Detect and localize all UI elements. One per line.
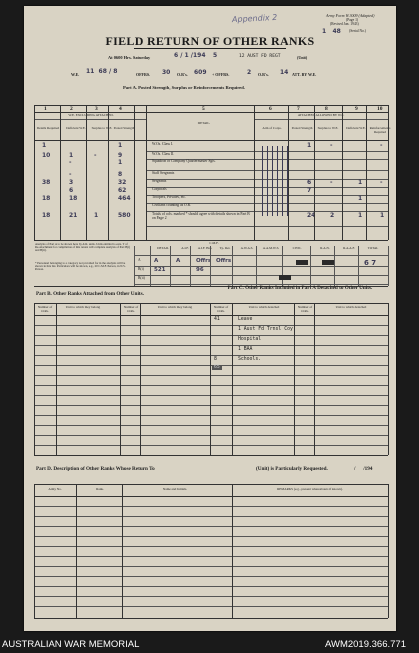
row-value: 62 bbox=[118, 187, 127, 194]
tally-mark bbox=[282, 146, 283, 216]
row-value: 1 bbox=[358, 179, 363, 186]
row-value: 1 bbox=[358, 212, 363, 219]
row-value: 464 bbox=[118, 195, 131, 202]
part-d-header: Army No. bbox=[48, 487, 62, 491]
grid-rule bbox=[34, 606, 388, 607]
grid-line bbox=[34, 496, 388, 497]
redaction-mark-3 bbox=[279, 275, 291, 280]
grid-line bbox=[86, 105, 87, 240]
grid-rule bbox=[34, 445, 388, 446]
analysis-grid bbox=[232, 246, 233, 286]
right-header: Deficient W.E. bbox=[346, 126, 366, 130]
row-value: 21 bbox=[69, 212, 78, 219]
appendix-annotation: Appendix 2 bbox=[231, 12, 278, 25]
row-value: 1 bbox=[42, 142, 47, 149]
part-a-title: Part A. Posted Strength, Surplus or Reinforcements Required. bbox=[123, 85, 245, 90]
part-d-title: Part D. Description of Other Ranks Whose Return To bbox=[36, 466, 155, 472]
unit-name: 12 AUST FD REGT bbox=[239, 54, 281, 59]
row-detail: Totals of cols. marked * should agree with details shown in Part B on Page 2 bbox=[152, 212, 250, 220]
analysis-header: TOTAL bbox=[367, 246, 379, 250]
row-detail: Corporals bbox=[152, 187, 167, 191]
row-value: - bbox=[330, 179, 333, 186]
column-number: 4 bbox=[119, 106, 122, 112]
analysis-rule bbox=[134, 275, 388, 276]
detail-header: DETAIL. bbox=[197, 121, 211, 125]
analysis-value: Offrs bbox=[196, 258, 212, 264]
analysis-note-2: * Personnel belonging to a category not provided for in the analysis will be shown in this list. Particulars will be shown, e.g., 20 C.M.F. Person, in N.S. Person. bbox=[35, 261, 126, 272]
row-detail: Sergeants bbox=[152, 179, 167, 183]
part-c-header: Unit to which detached bbox=[335, 305, 367, 309]
analysis-grid bbox=[210, 246, 211, 286]
row-value: 3 bbox=[69, 179, 74, 186]
part-d-header: Rank. bbox=[96, 487, 104, 491]
offrs-value: 30 bbox=[162, 69, 171, 76]
grid-rule bbox=[34, 506, 388, 507]
redaction-mark bbox=[296, 260, 308, 265]
part-c-unit: Schools. bbox=[238, 357, 262, 362]
form-page: (Page 1) bbox=[346, 18, 359, 22]
grid-rule bbox=[34, 546, 388, 547]
part-c-header: Unit to which detached bbox=[248, 305, 280, 309]
analysis-row-label: B(i) bbox=[138, 267, 144, 271]
row-value: 1 bbox=[69, 152, 74, 159]
analysis-value: A bbox=[176, 258, 181, 264]
tally-mark bbox=[262, 146, 263, 216]
analysis-grid bbox=[310, 246, 311, 286]
part-c-total: 65 bbox=[214, 365, 220, 370]
footer-right: AWM2019.366.771 bbox=[325, 639, 406, 650]
row-value: 8 bbox=[118, 171, 123, 178]
analysis-header: A.I.F. bbox=[181, 246, 189, 250]
analysis-value: 521 bbox=[154, 267, 166, 273]
row-value: 2 bbox=[330, 212, 335, 219]
row-value: 1 bbox=[358, 195, 363, 202]
left-group-header: W.E. EXCLUDING ATTACHED. bbox=[68, 113, 114, 117]
grid-line bbox=[232, 484, 233, 618]
part-c-unit: 1 BAA bbox=[238, 347, 253, 352]
grid-line bbox=[314, 105, 315, 240]
row-value: 32 bbox=[118, 179, 127, 186]
column-number: 6 bbox=[269, 106, 272, 112]
column-number: 7 bbox=[297, 106, 300, 112]
grid-line bbox=[254, 105, 255, 240]
form-number: Army Form W.3009 (Adapted) bbox=[326, 13, 375, 18]
grid-rule bbox=[34, 516, 388, 517]
analysis-value: Offrs bbox=[216, 258, 232, 264]
grid-line bbox=[76, 484, 77, 618]
right-header: Posted Strength bbox=[291, 126, 313, 130]
right-group-header: ATTACHED ALLOWED BY W.E. bbox=[297, 113, 345, 117]
column-number: 3 bbox=[95, 106, 98, 112]
plus-offrs-label: + OFFRS. bbox=[212, 72, 230, 77]
row-value: - bbox=[330, 142, 333, 149]
row-value: - bbox=[69, 159, 72, 166]
part-c-header: Number of O.Rs. bbox=[297, 305, 313, 313]
row-value: 18 bbox=[42, 195, 51, 202]
analysis-row-label: A bbox=[138, 258, 141, 262]
analysis-header: DETAIL bbox=[157, 246, 169, 250]
grid-rule bbox=[34, 385, 388, 386]
title-underline bbox=[134, 48, 286, 49]
row-value: 6 bbox=[307, 179, 312, 186]
form-sheet bbox=[24, 6, 396, 631]
tally-mark bbox=[272, 146, 273, 216]
column-number: 10 bbox=[377, 106, 383, 112]
row-value: - bbox=[94, 152, 97, 159]
grid-rule bbox=[34, 536, 388, 537]
serial-value: 1 48 bbox=[322, 28, 341, 35]
column-number: 1 bbox=[44, 106, 47, 112]
part-b-header: Unit to which they belong bbox=[65, 305, 101, 309]
unit-label: (Unit) bbox=[297, 55, 308, 60]
row-value: 580 bbox=[118, 212, 131, 219]
grid-rule bbox=[34, 576, 388, 577]
row-value: 38 bbox=[42, 179, 51, 186]
row-detail: Troopers, Privates, etc. bbox=[152, 195, 186, 199]
part-d-header: Name and Initials. bbox=[162, 487, 188, 491]
analysis-rule bbox=[134, 255, 388, 256]
grid-line bbox=[342, 105, 343, 240]
part-a-top bbox=[34, 105, 388, 106]
time-prefix: At 0600 Hrs. Saturday bbox=[108, 55, 151, 60]
grid-rule bbox=[34, 566, 388, 567]
plus-offrs-value: 2 bbox=[247, 69, 252, 76]
row-detail: Civilians counting as O.R. bbox=[152, 203, 192, 207]
grid-rule bbox=[34, 335, 388, 336]
row-value: 10 bbox=[42, 152, 51, 159]
grid-line bbox=[140, 303, 141, 455]
analysis-note: Analysis of Part A to be shown here by ALL units. Units entitled to ears. T of Re-attachment for compilation of this return will complete analysis of Part B(i) and B(ii). bbox=[35, 242, 131, 253]
row-value: 24 bbox=[307, 212, 316, 219]
grid-line bbox=[34, 484, 388, 485]
analysis-header: CIVIL bbox=[292, 246, 302, 250]
tally-mark bbox=[277, 146, 278, 216]
row-value: 9 bbox=[118, 152, 123, 159]
part-d-title-mid: (Unit) is Particularly Requested. bbox=[256, 466, 328, 472]
grid-rule bbox=[34, 375, 388, 376]
analysis-grid bbox=[282, 246, 283, 286]
grid-line bbox=[34, 618, 388, 619]
row-value: - bbox=[69, 171, 72, 178]
we-label: W.E. bbox=[71, 72, 80, 77]
grid-line bbox=[388, 105, 389, 240]
row-value: 1 bbox=[94, 212, 99, 219]
row-value: 1 bbox=[118, 159, 123, 166]
grid-line bbox=[60, 105, 61, 240]
left-header: Deficient W.E. bbox=[66, 126, 86, 130]
left-header: Surplus to W.E. bbox=[91, 126, 113, 130]
row-value: 18 bbox=[42, 212, 51, 219]
analysis-header: Tp. Ret. bbox=[219, 246, 231, 250]
part-b-header: Number of O.Rs. bbox=[37, 305, 53, 313]
grid-rule bbox=[34, 405, 388, 406]
part-c-unit: Hospital bbox=[238, 337, 262, 342]
grid-line bbox=[314, 303, 315, 455]
analysis-grid bbox=[256, 246, 257, 286]
grid-line bbox=[146, 105, 147, 240]
we-value: 11 68 / 8 bbox=[86, 68, 118, 75]
grid-rule bbox=[34, 596, 388, 597]
column-number: 8 bbox=[325, 106, 328, 112]
analysis-header: A.I.F. Hos. bbox=[197, 246, 213, 250]
grid-rule bbox=[34, 586, 388, 587]
form-title: FIELD RETURN OF OTHER RANKS bbox=[105, 34, 315, 48]
ors-value: 609 bbox=[194, 69, 207, 76]
analysis-row-label: B(ii) bbox=[138, 276, 145, 280]
column-number: 5 bbox=[202, 106, 205, 112]
analysis-value: 96 bbox=[196, 267, 204, 273]
ors-label: O.R's. bbox=[177, 72, 188, 77]
row-value: 6 bbox=[69, 187, 74, 194]
return-year: 5 bbox=[213, 52, 218, 59]
row-rule bbox=[146, 226, 388, 227]
analysis-grid bbox=[334, 246, 335, 286]
row-detail: W.Os. Class I. bbox=[152, 142, 174, 146]
part-d-header: REMARKS (e.g., present whereabouts if known). bbox=[277, 487, 343, 491]
grid-rule bbox=[34, 415, 388, 416]
grid-line bbox=[134, 105, 135, 240]
part-c-header: Number of O.Rs. bbox=[213, 305, 229, 313]
return-date: 6 / 1 /194 bbox=[174, 52, 206, 59]
grid-rule bbox=[34, 395, 388, 396]
grid-line bbox=[388, 303, 389, 455]
analysis-grid bbox=[358, 246, 359, 286]
grid-rule bbox=[34, 365, 388, 366]
left-header: Details Required bbox=[36, 126, 60, 130]
grid-line bbox=[34, 315, 388, 316]
grid-line bbox=[232, 303, 233, 455]
analysis-grid bbox=[190, 246, 191, 286]
analysis-grid bbox=[134, 246, 135, 286]
column-number: 9 bbox=[355, 106, 358, 112]
grid-line bbox=[34, 303, 388, 304]
grid-line bbox=[210, 303, 211, 455]
part-b-header: Unit to which they belong bbox=[157, 305, 193, 309]
analysis-total: 6 7 bbox=[364, 259, 377, 267]
grid-line bbox=[34, 484, 35, 618]
tally-mark bbox=[267, 146, 268, 216]
ors2-label: O.R's. bbox=[258, 72, 269, 77]
grid-rule bbox=[34, 325, 388, 326]
row-detail: W.Os. Class II. bbox=[152, 152, 175, 156]
grid-rule bbox=[34, 345, 388, 346]
serial-label: (Serial No.) bbox=[349, 29, 366, 33]
row-value: 18 bbox=[69, 195, 78, 202]
att-by-we: ATT. BY W.E. bbox=[292, 72, 317, 77]
grid-line bbox=[120, 303, 121, 455]
part-c-number: 8 bbox=[214, 357, 217, 362]
analysis-header: A.W.A.S. bbox=[240, 246, 254, 250]
footer-left: AUSTRALIAN WAR MEMORIAL bbox=[2, 639, 140, 650]
left-header: Posted Strength bbox=[113, 126, 135, 130]
row-detail: Squadron or Company Quartermaster Sgts. bbox=[152, 159, 216, 163]
right-header: Surplus to W.E. bbox=[317, 126, 339, 130]
grid-rule bbox=[34, 556, 388, 557]
analysis-rule bbox=[134, 266, 388, 267]
row-value: - bbox=[380, 142, 383, 149]
ors2-value: 14 bbox=[280, 69, 289, 76]
grid-rule bbox=[34, 526, 388, 527]
grid-line bbox=[56, 303, 57, 455]
row-value: - bbox=[380, 179, 383, 186]
grid-line bbox=[34, 303, 35, 455]
part-d-date: / /194 bbox=[354, 466, 373, 472]
row-value: 1 bbox=[118, 142, 123, 149]
right-header: Arm of Corps. bbox=[262, 126, 282, 130]
part-c-title: Part C. Other Ranks Included in Part A Detached to Other Units. bbox=[227, 285, 373, 291]
row-detail: Staff Sergeants bbox=[152, 171, 175, 175]
part-c-unit: Leave bbox=[238, 317, 253, 322]
analysis-grid bbox=[150, 246, 151, 286]
grid-line bbox=[108, 105, 109, 240]
analysis-value: A bbox=[154, 258, 159, 264]
grid-line bbox=[288, 105, 289, 240]
part-c-number: 41 bbox=[214, 317, 220, 322]
offrs-label: OFFRS. bbox=[136, 72, 151, 77]
column-number: 2 bbox=[70, 106, 73, 112]
cmf-label: C.M.F. bbox=[209, 241, 219, 245]
row-value: 7 bbox=[307, 187, 312, 194]
grid-line bbox=[34, 105, 35, 240]
row-value: 1 bbox=[307, 142, 312, 149]
grid-rule bbox=[34, 425, 388, 426]
grid-line bbox=[122, 484, 123, 618]
grid-line bbox=[388, 484, 389, 618]
grid-rule bbox=[34, 355, 388, 356]
grid-line bbox=[294, 303, 295, 455]
analysis-header: A.A.M.W.S. bbox=[262, 246, 280, 250]
redaction-mark-2 bbox=[322, 260, 334, 265]
part-b-title: Part B. Other Ranks Attached from Other Units. bbox=[36, 291, 144, 297]
analysis-grid bbox=[170, 246, 171, 286]
analysis-grid bbox=[388, 246, 389, 286]
form-revision: (Revised Jan. 1943) bbox=[330, 22, 359, 26]
part-c-unit: 1 Aust Fd Trnsl Coy bbox=[238, 327, 293, 332]
part-b-header: Number of O.Rs. bbox=[123, 305, 139, 313]
row-value: 1 bbox=[380, 212, 385, 219]
analysis-header: R.A.A.F. bbox=[343, 246, 355, 250]
analysis-header: R.A.N. bbox=[320, 246, 330, 250]
grid-rule bbox=[34, 435, 388, 436]
grid-line bbox=[366, 105, 367, 240]
right-header: Reinforcements Required bbox=[369, 126, 391, 134]
